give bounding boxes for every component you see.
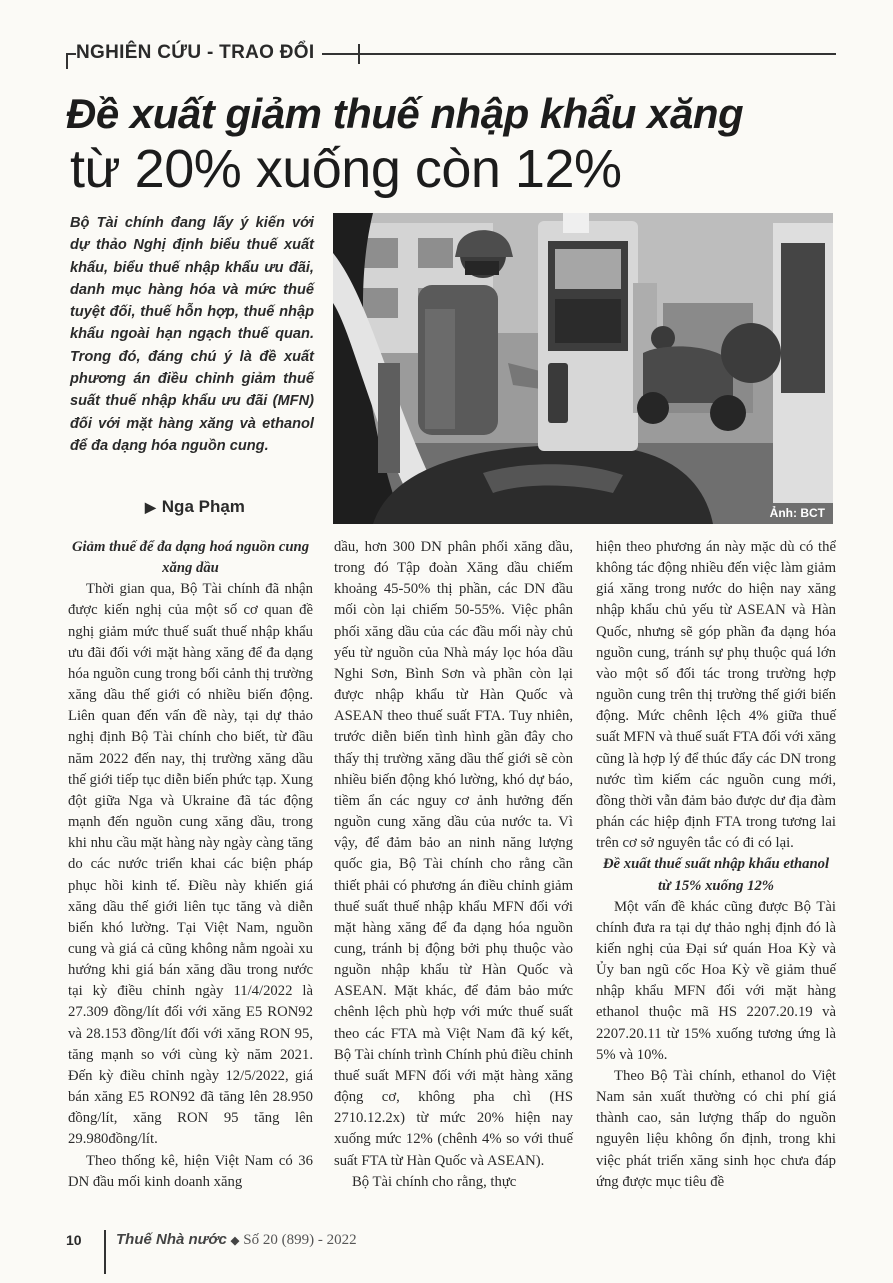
footer-divider — [104, 1230, 106, 1274]
body-column-1 — [68, 537, 313, 1193]
section-rule-tick — [66, 53, 68, 69]
page-number: 10 — [66, 1232, 82, 1248]
section-label: NGHIÊN CỨU - TRAO ĐỔI — [76, 42, 322, 64]
fuel-station-photo — [333, 213, 833, 524]
article-title-line-1: Đề xuất giảm thuế nhập khẩu xăng — [66, 90, 744, 137]
article-title-line-2: từ 20% xuống còn 12% — [70, 139, 622, 199]
paragraph: Bộ Tài chính cho rằng, thực — [352, 1173, 517, 1190]
magazine-name: Thuế Nhà nước — [116, 1231, 227, 1248]
author-name: Nga Phạm — [161, 497, 245, 516]
byline-arrow-icon: ▶ — [145, 499, 156, 515]
paragraph: Một vấn đề khác cũng được Bộ Tài chính đưa ra tại dự thảo nghị định đó là kiến nghị của Đại sứ quán Hoa Kỳ và Ủy ban ngũ cốc Hoa Kỳ về giảm thuế nhập khẩu MFN đối với mặt hàng ethanol thuộc mã HS 2207.20.19 và 2207.20.11 từ 15% xuống tương ứng là 5% và 10%. — [596, 898, 836, 1063]
subhead-1: Giảm thuế để đa dạng hoá nguồn cung xăng dầu — [71, 539, 310, 577]
section-header — [66, 38, 836, 68]
issue-number: Số 20 (899) - 2022 — [243, 1232, 357, 1248]
article-photo — [333, 213, 833, 524]
body-column-2 — [334, 537, 573, 1193]
body-column-3 — [596, 537, 836, 1193]
magazine-info — [116, 1231, 357, 1249]
article-lede: Bộ Tài chính đang lấy ý kiến với dự thảo Nghị định biểu thuế xuất khẩu, biểu thuế nhập khẩu ưu đãi, danh mục hàng hóa và mức thuế tuyệt đối, thuế hỗn hợp, thuế nhập khẩu ngoài hạn ngạch thuế quan. Trong đó, đáng chú ý là đề xuất phương án điều chỉnh giảm thuế suất thuế nhập khẩu ưu đãi (MFN) đối với mặt hàng xăng và ethanol để đa dạng hóa nguồn cung. — [70, 215, 314, 454]
paragraph: dầu, hơn 300 DN phân phối xăng dầu, trong đó Tập đoàn Xăng dầu chiếm khoảng 45-50% thị phần, các DN đầu mối còn lại chiếm 50-55%. Việc phân phối xăng dầu của các đầu mối này chủ yếu từ nguồn của Nhà máy lọc hóa dầu Nghi Sơn, Bình Sơn và phần còn lại được nhập khẩu từ Hàn Quốc và ASEAN theo thuế suất FTA. Tuy nhiên, trước diễn biến tình hình gần đây cho thấy thị trường xăng dầu thế giới sẽ còn nhiều biến động khó lường, khó dự báo, tiềm ẩn các nguy cơ ảnh hưởng đến nguồn cung xăng dầu của nước ta. Vì vậy, để đảm bảo an ninh năng lượng quốc gia, Bộ Tài chính cho rằng cần thiết phải có phương án điều chỉnh giảm thuế suất thuế nhập khẩu MFN đối với mặt hàng xăng để đa dạng hóa nguồn cung, tránh bị động bởi phụ thuộc vào nguồn nhập khẩu từ Hàn Quốc và ASEAN. Mặt khác, để đảm bảo mức chênh lệch phù hợp với mức thuế suất theo các FTA mà Việt Nam đã ký kết, Bộ Tài chính trình Chính phủ điều chỉnh thuế suất MFN đối với mặt hàng xăng động cơ, không pha chì (HS 2710.12.2x) từ mức 20% hiện nay xuống mức 12% (chênh 4% so với thuế suất FTA từ Hàn Quốc và ASEAN). — [334, 539, 573, 1169]
paragraph: Thời gian qua, Bộ Tài chính đã nhận được kiến nghị của một số cơ quan đề nghị giảm mức thuế suất thuế nhập khẩu ưu đãi đối với mặt hàng xăng để đa dạng hóa nguồn cung trong bối cảnh thị trường xăng dầu thế giới có nhiều biến động. Liên quan đến vấn đề này, tại dự thảo nghị định Bộ Tài chính cho biết, từ đầu năm 2022 đến nay, thị trường xăng dầu thế giới tiếp tục diễn biến phức tạp. Xung đột giữa Nga và Ukraine đã tác động mạnh đến nguồn cung xăng dầu, trong khi nhu cầu mặt hàng này ngày càng tăng do các nước triển khai các biện pháp phục hồi kinh tế. Điều này khiến giá xăng dầu thế giới liên tục tăng và diễn biến khó lường. Tại Việt Nam, nguồn cung và giá cả cũng không nằm ngoài xu hướng khi giá bán xăng dầu trong nước tại kỳ điều chỉnh ngày 11/4/2022 là 27.309 đồng/lít đối với xăng E5 RON92 và 28.153 đồng/lít đối với xăng RON 95, tăng mạnh so với cùng kỳ năm 2021. Đến kỳ điều chỉnh ngày 12/5/2022, giá bán xăng E5 RON92 đã tăng lên 28.950 đồng/lít, xăng RON 95 tăng lên 29.980đồng/lít. — [68, 581, 313, 1148]
paragraph: hiện theo phương án này mặc dù có thể không tác động nhiều đến việc làm giảm giá xăng trong nước do hiện nay xăng nhập khẩu chủ yếu từ ASEAN và Hàn Quốc, nhưng sẽ góp phần đa dạng hóa nguồn cung, tránh sự phụ thuộc quá lớn vào một số đối tác trong trường hợp nguồn cung trên thị trường thế giới biến động. Mức chênh lệch 4% giữa thuế suất MFN và thuế suất FTA đối với xăng cũng là hợp lý để thúc đẩy các DN trong nước tìm kiếm các nguồn cung mới, đồng thời vẫn đảm bảo được dư địa đàm phán các hiệp định FTA trong tương lai trên cơ sở nguyên tắc có đi có lại. — [596, 539, 836, 852]
photo-credit: Ảnh: BCT — [769, 506, 825, 520]
subhead-2: Đề xuất thuế suất nhập khẩu ethanol từ 15% xuống 12% — [602, 856, 830, 894]
paragraph: Theo thống kê, hiện Việt Nam có 36 DN đầu mối kinh doanh xăng — [68, 1152, 313, 1190]
article-byline — [145, 497, 245, 517]
section-label-divider — [358, 44, 360, 64]
diamond-icon: ◆ — [230, 1235, 240, 1247]
paragraph: Theo Bộ Tài chính, ethanol do Việt Nam sản xuất thường có chi phí giá thành cao, sản lượng thấp do nguồn nguyên liệu không ổn định, trong khi việc phát triển xăng sinh học chưa đáp ứng được mục tiêu đề — [596, 1067, 836, 1190]
